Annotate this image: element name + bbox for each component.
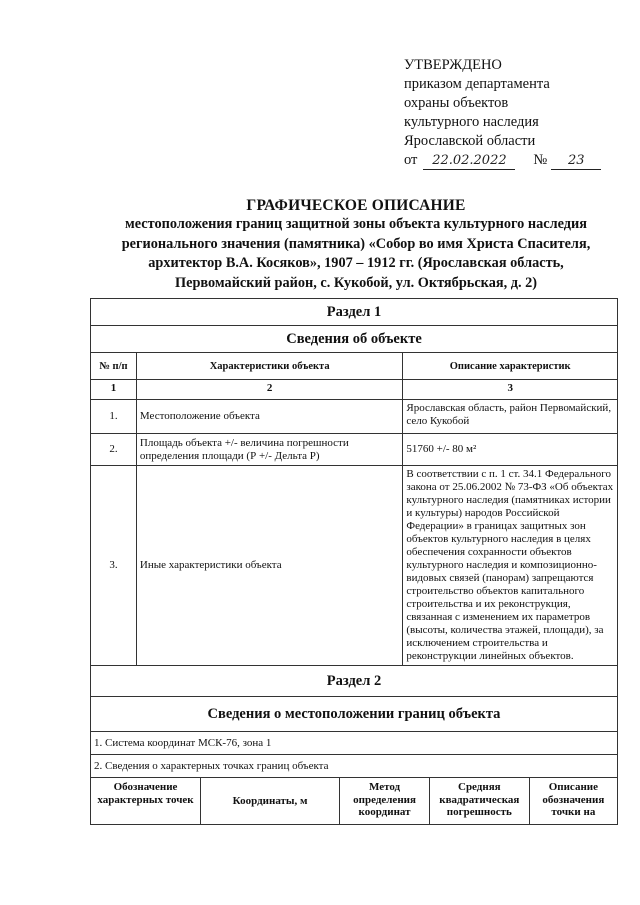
approval-line: культурного наследия	[404, 114, 539, 130]
coordinate-system: 1. Система координат МСК-76, зона 1	[91, 732, 618, 755]
row-characteristic: Иные характеристики объекта	[136, 466, 402, 666]
table-row	[91, 434, 618, 466]
column-header: Описание характеристик	[403, 353, 618, 380]
column-number: 1	[91, 380, 137, 400]
row-description: В соответствии с п. 1 ст. 34.1 Федерального закона от 25.06.2002 № 73-ФЗ «Об объектах культурного наследия (памятниках истории и культуры) народов Российской Федерации» в границах защитных зон объектов культурного наследия в целях обеспечения сохранности объектов культурного наследия и композиционно-видовых связей (панорам) запрещаются строительство объектов капитального строительства и их реконструкция, связанная с изменением их параметров (высоты, количества этажей, площади), за исключением строительства и реконструкции линейных объектов.	[403, 466, 618, 666]
section-2-caption: Сведения о местоположении границ объекта	[91, 697, 618, 732]
approval-stamp	[404, 56, 614, 170]
title-line: местоположения границ защитной зоны объекта культурного наследия	[125, 216, 587, 232]
table-row	[91, 400, 618, 434]
approval-date-number	[404, 151, 614, 170]
boundary-points-caption: 2. Сведения о характерных точках границ объекта	[91, 755, 618, 778]
row-number: 3.	[91, 466, 137, 666]
date-prefix: от	[404, 152, 418, 168]
column-number: 2	[136, 380, 402, 400]
column-number: 3	[403, 380, 618, 400]
title-heading: ГРАФИЧЕСКОЕ ОПИСАНИЕ	[246, 197, 466, 214]
row-characteristic: Площадь объекта +/- величина погрешности определения площади (Р +/- Дельта Р)	[136, 434, 402, 466]
title-line: архитектор В.А. Косяков», 1907 – 1912 гг. (Ярославская область,	[148, 255, 564, 271]
row-number: 2.	[91, 434, 137, 466]
row-number: 1.	[91, 400, 137, 434]
description-table	[90, 298, 618, 825]
section-1-label: Раздел 1	[91, 299, 618, 326]
table-row	[91, 466, 618, 666]
approval-title: УТВЕРЖДЕНО	[404, 57, 502, 73]
column-header: Характеристики объекта	[136, 353, 402, 380]
title-line: Первомайский район, с. Кукобой, ул. Октябрьская, д. 2)	[174, 274, 538, 291]
approval-line: охраны объектов	[404, 95, 509, 111]
section-2-label: Раздел 2	[91, 666, 618, 697]
subcolumn-header: Средняя квадратическая погрешность	[429, 778, 529, 824]
approval-line: приказом департамента	[404, 76, 550, 92]
boundary-points-header	[91, 778, 617, 824]
handwritten-date: 22.02.2022	[423, 153, 515, 170]
title-line: регионального значения (памятника) «Собор во имя Христа Спасителя,	[121, 235, 591, 252]
document-title	[96, 196, 616, 293]
number-prefix: №	[533, 152, 548, 168]
section-1-caption: Сведения об объекте	[91, 326, 618, 353]
subcolumn-header: Обозначение характерных точек	[91, 778, 201, 824]
row-characteristic: Местоположение объекта	[136, 400, 402, 434]
row-description: 51760 +/- 80 м²	[403, 434, 618, 466]
handwritten-number: 23	[551, 153, 601, 170]
row-description: Ярославская область, район Первомайский, село Кукобой	[403, 400, 618, 434]
subcolumn-header: Метод определения координат	[340, 778, 430, 824]
column-header: № п/п	[91, 353, 137, 380]
approval-line: Ярославской области	[404, 133, 536, 149]
subcolumn-header: Координаты, м	[201, 778, 340, 824]
subcolumn-header: Описание обозначения точки на	[542, 781, 605, 818]
